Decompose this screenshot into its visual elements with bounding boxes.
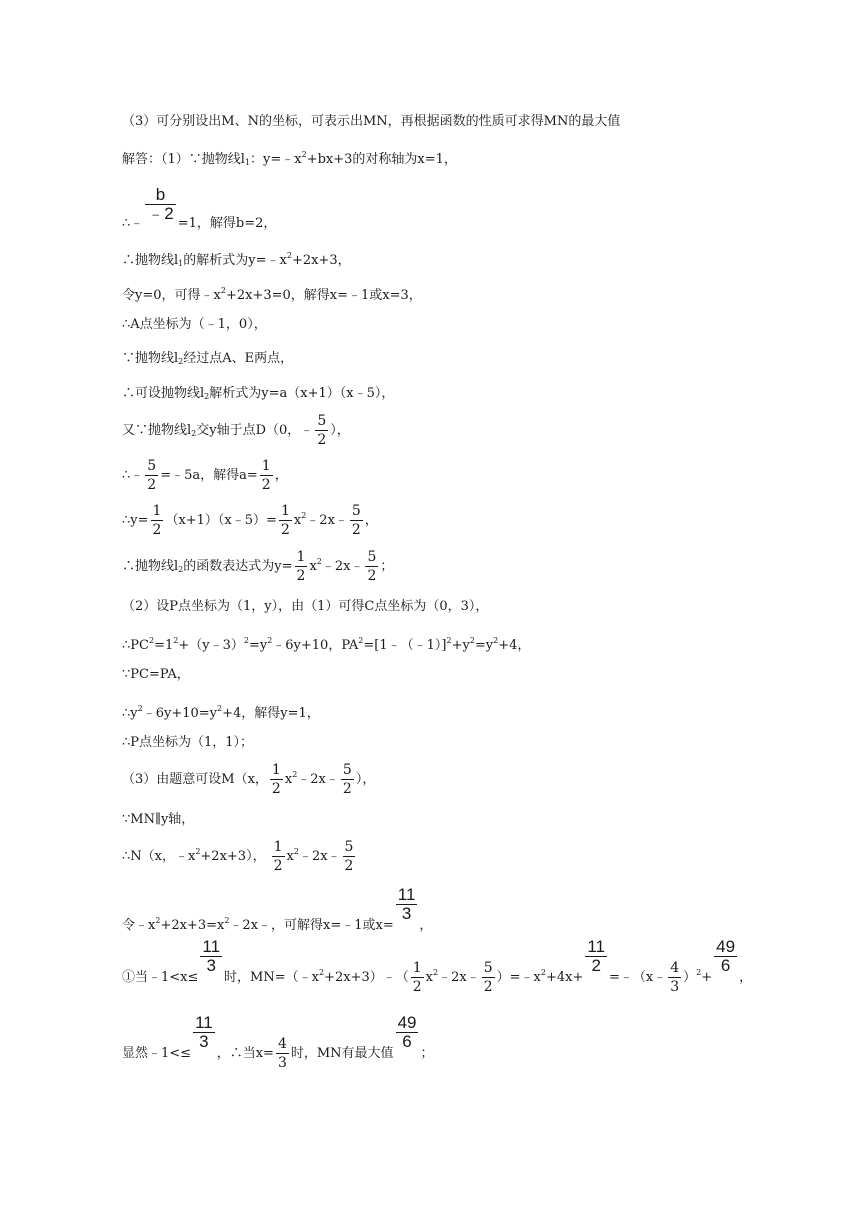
- denominator: 6: [720, 956, 731, 975]
- superscript: 2: [493, 636, 499, 645]
- solution-line-10: [122, 502, 378, 539]
- fraction: [585, 938, 607, 975]
- superscript: 2: [155, 916, 161, 925]
- text: x: [286, 849, 294, 864]
- solution-line-12: [122, 598, 488, 616]
- denominator: 2: [483, 979, 493, 995]
- numerator: 1: [296, 549, 306, 565]
- fraction: [151, 502, 164, 539]
- text: ﹣2x﹣: [297, 772, 339, 787]
- solution-line-16: [122, 734, 253, 752]
- text: 解答：（1）∵抛物线l: [122, 152, 245, 167]
- text: 经过点A、E两点，: [183, 351, 294, 366]
- solution-line-2: [122, 186, 276, 233]
- subscript: 2: [178, 357, 184, 366]
- numerator: 5: [344, 839, 354, 855]
- denominator: 3: [401, 904, 412, 923]
- hint-line-3: [122, 113, 620, 131]
- fraction: [411, 959, 424, 996]
- solution-line-7: [122, 385, 394, 406]
- numerator: 1: [152, 503, 162, 519]
- superscript: 2: [540, 968, 546, 977]
- superscript: 2: [446, 636, 452, 645]
- fraction: [482, 959, 495, 996]
- fraction: [343, 838, 356, 875]
- text: ﹣2x﹣，可解得x=﹣1或x=: [229, 918, 394, 933]
- denominator: 2: [591, 956, 601, 975]
- text: ）: [683, 970, 697, 985]
- denominator: 2: [147, 477, 157, 493]
- superscript: 2: [267, 636, 273, 645]
- solution-line-6: [122, 350, 293, 371]
- text: =[1﹣（﹣1）]: [363, 638, 447, 653]
- text: =1: [154, 638, 174, 653]
- text: +4，解得y=1，: [222, 706, 320, 721]
- text: +2x+3）﹣（: [324, 970, 409, 985]
- superscript: 2: [301, 150, 307, 159]
- numerator: 1: [261, 458, 271, 474]
- solution-line-3: [122, 247, 351, 273]
- text: 又∵抛物线l: [122, 423, 192, 438]
- solution-line-15: [122, 700, 320, 723]
- solution-line-19: [122, 838, 357, 875]
- text: +2x+3，: [291, 253, 351, 268]
- numerator: 11: [202, 937, 221, 956]
- denominator: 2: [344, 858, 354, 874]
- subscript: 2: [191, 429, 197, 438]
- text: +（y﹣3）: [178, 638, 244, 653]
- superscript: 2: [243, 636, 249, 645]
- text: ∴﹣: [122, 216, 144, 231]
- fraction: [315, 412, 328, 449]
- fraction: [668, 959, 681, 996]
- text: =1，解得b=2，: [177, 216, 277, 231]
- superscript: 2: [224, 916, 230, 925]
- text: +y: [451, 638, 470, 653]
- numerator: 5: [351, 503, 361, 519]
- fraction: [270, 761, 283, 798]
- text: ，∴当x=: [216, 1046, 274, 1061]
- solution-line-9: [122, 457, 288, 494]
- denominator: 2: [317, 432, 327, 448]
- solution-line-8: [122, 412, 350, 449]
- superscript: 2: [148, 636, 155, 645]
- fraction: [279, 502, 292, 539]
- denominator: ﹣2: [147, 204, 174, 223]
- denominator: 3: [277, 1055, 287, 1071]
- superscript: 2: [316, 557, 322, 566]
- solution-line-14: [122, 666, 190, 684]
- text: ﹣2x﹣: [438, 970, 480, 985]
- text: ∴抛物线l: [122, 253, 179, 268]
- superscript: 2: [286, 251, 292, 260]
- superscript: 2: [217, 704, 223, 713]
- text: ∴可设抛物线l: [122, 386, 205, 401]
- solution-line-20: [122, 886, 432, 935]
- fraction: [145, 186, 175, 223]
- denominator: 3: [199, 1032, 209, 1051]
- numerator: 11: [195, 1013, 213, 1032]
- numerator: 11: [587, 937, 605, 956]
- text: ）=﹣x: [496, 970, 541, 985]
- text: ∴y: [122, 706, 138, 721]
- text: ∴PC: [122, 638, 149, 653]
- fraction: [365, 548, 378, 585]
- text: =﹣5a，解得a=: [160, 468, 258, 483]
- text: （x+1）（x﹣5）=: [165, 513, 277, 528]
- numerator: 1: [412, 960, 422, 976]
- superscript: 2: [220, 286, 226, 295]
- numerator: 49: [716, 937, 736, 956]
- solution-line-5: [122, 316, 267, 334]
- numerator: 5: [367, 549, 377, 565]
- superscript: 2: [696, 968, 702, 977]
- text: =﹣（x﹣: [609, 970, 667, 985]
- denominator: 3: [206, 956, 216, 975]
- text: =y: [248, 638, 268, 653]
- text: ﹣6y+10，PA: [272, 638, 359, 653]
- text: ，: [364, 513, 378, 528]
- numerator: 1: [271, 762, 281, 778]
- subscript: 2: [204, 392, 210, 401]
- text: +2x+3），: [200, 849, 266, 864]
- text: ﹣2x﹣: [321, 559, 364, 574]
- text: ∴抛物线l: [122, 559, 179, 574]
- text: ∴P点坐标为（1，1）；: [122, 735, 254, 750]
- numerator: 4: [277, 1036, 287, 1052]
- text: （2）设P点坐标为（1，y），由（1）可得C点坐标为（0，3），: [122, 599, 489, 614]
- denominator: 3: [670, 979, 680, 995]
- text: 的函数表达式为y=: [183, 559, 293, 574]
- text: ，: [274, 468, 288, 483]
- text: ），: [355, 772, 376, 787]
- text: ∵抛物线l: [122, 351, 179, 366]
- solution-line-21: [122, 938, 752, 996]
- numerator: 5: [483, 960, 493, 976]
- text: 解析式为y=a（x+1）（x﹣5），: [209, 386, 395, 401]
- text: ∴﹣: [122, 468, 144, 483]
- superscript: 2: [433, 968, 439, 977]
- text: +2x+3=0，解得x=﹣1或x=3，: [225, 288, 422, 303]
- solution-line-18: [122, 811, 194, 829]
- fraction: [714, 938, 737, 975]
- text: ﹣2x﹣: [306, 513, 348, 528]
- superscript: 2: [301, 511, 307, 520]
- text: x: [293, 513, 302, 528]
- superscript: 2: [137, 704, 143, 713]
- denominator: 6: [402, 1032, 412, 1051]
- text: x: [284, 772, 293, 787]
- superscript: 2: [173, 636, 179, 645]
- fraction: [193, 1014, 215, 1051]
- fraction: [396, 886, 418, 923]
- text: =y: [474, 638, 494, 653]
- text: x: [309, 559, 317, 574]
- text: ﹣2x﹣: [298, 849, 341, 864]
- text: ，: [739, 970, 753, 985]
- text: ：y=﹣x: [250, 152, 302, 167]
- denominator: 2: [261, 477, 271, 493]
- denominator: 2: [152, 522, 162, 538]
- text: 显然﹣1<≤: [122, 1046, 192, 1061]
- text: +4x+: [545, 970, 584, 985]
- text: ∴y=: [122, 513, 149, 528]
- fraction: [350, 502, 363, 539]
- denominator: 2: [367, 568, 377, 584]
- text: 时，MN有最大值: [290, 1046, 394, 1061]
- numerator: 5: [147, 458, 157, 474]
- text: 时，MN=（﹣x: [224, 970, 319, 985]
- fraction: [260, 457, 273, 494]
- numerator: 49: [397, 1013, 417, 1032]
- solution-line-1: [122, 146, 457, 172]
- text: （3）可分别设出M、N的坐标，可表示出MN，再根据函数的性质可求得MN的最大值: [122, 114, 621, 129]
- superscript: 2: [195, 847, 201, 856]
- text: ；: [420, 1046, 434, 1061]
- numerator: 5: [317, 413, 327, 429]
- superscript: 2: [292, 770, 298, 779]
- text: ﹣6y+10=y: [142, 706, 218, 721]
- text: 交y轴于点D（0，﹣: [196, 423, 314, 438]
- text: ；: [380, 559, 394, 574]
- subscript: 1: [244, 158, 251, 167]
- text: +4，: [498, 638, 531, 653]
- subscript: 2: [178, 565, 184, 574]
- numerator: 11: [397, 885, 416, 904]
- denominator: 2: [412, 979, 422, 995]
- superscript: 2: [293, 847, 299, 856]
- numerator: 1: [280, 503, 290, 519]
- text: ），: [330, 423, 350, 438]
- text: +2x+3=x: [160, 918, 225, 933]
- solution-line-4: [122, 282, 422, 305]
- text: ，: [419, 918, 433, 933]
- text: ①当﹣1<x≤: [122, 970, 199, 985]
- denominator: 2: [351, 522, 361, 538]
- denominator: 2: [273, 858, 283, 874]
- superscript: 2: [318, 968, 325, 977]
- text: ∴N（x，﹣x: [122, 849, 196, 864]
- fraction: [145, 457, 158, 494]
- text: ∵MN∥y轴，: [122, 812, 195, 827]
- solution-line-11: [122, 548, 393, 585]
- subscript: 1: [178, 259, 184, 268]
- superscript: 2: [358, 636, 364, 645]
- text: +: [701, 970, 713, 985]
- numerator: 5: [342, 762, 352, 778]
- numerator: 1: [273, 839, 283, 855]
- text: +bx+3的对称轴为x=1，: [306, 152, 457, 167]
- text: ∵PC=PA，: [122, 667, 190, 682]
- fraction: [272, 838, 285, 875]
- numerator: 4: [670, 960, 680, 976]
- text: 令y=0，可得﹣x: [122, 288, 221, 303]
- superscript: 2: [469, 636, 475, 645]
- fraction: [396, 1014, 419, 1051]
- fraction: [341, 761, 354, 798]
- text: x: [425, 970, 433, 985]
- denominator: 2: [296, 568, 306, 584]
- text: （3）由题意可设M（x，: [122, 772, 268, 787]
- solution-line-17: [122, 761, 375, 798]
- denominator: 2: [280, 522, 290, 538]
- fraction: [295, 548, 308, 585]
- fraction: [200, 938, 222, 975]
- text: ∴A点坐标为（﹣1，0），: [122, 317, 267, 332]
- fraction: [276, 1035, 289, 1072]
- solution-line-13: [122, 632, 530, 655]
- denominator: 2: [271, 781, 281, 797]
- solution-line-22: [122, 1014, 434, 1072]
- text: 的解析式为y=﹣x: [183, 253, 287, 268]
- text: 令﹣x: [122, 918, 156, 933]
- numerator: b: [145, 186, 175, 205]
- denominator: 2: [342, 781, 352, 797]
